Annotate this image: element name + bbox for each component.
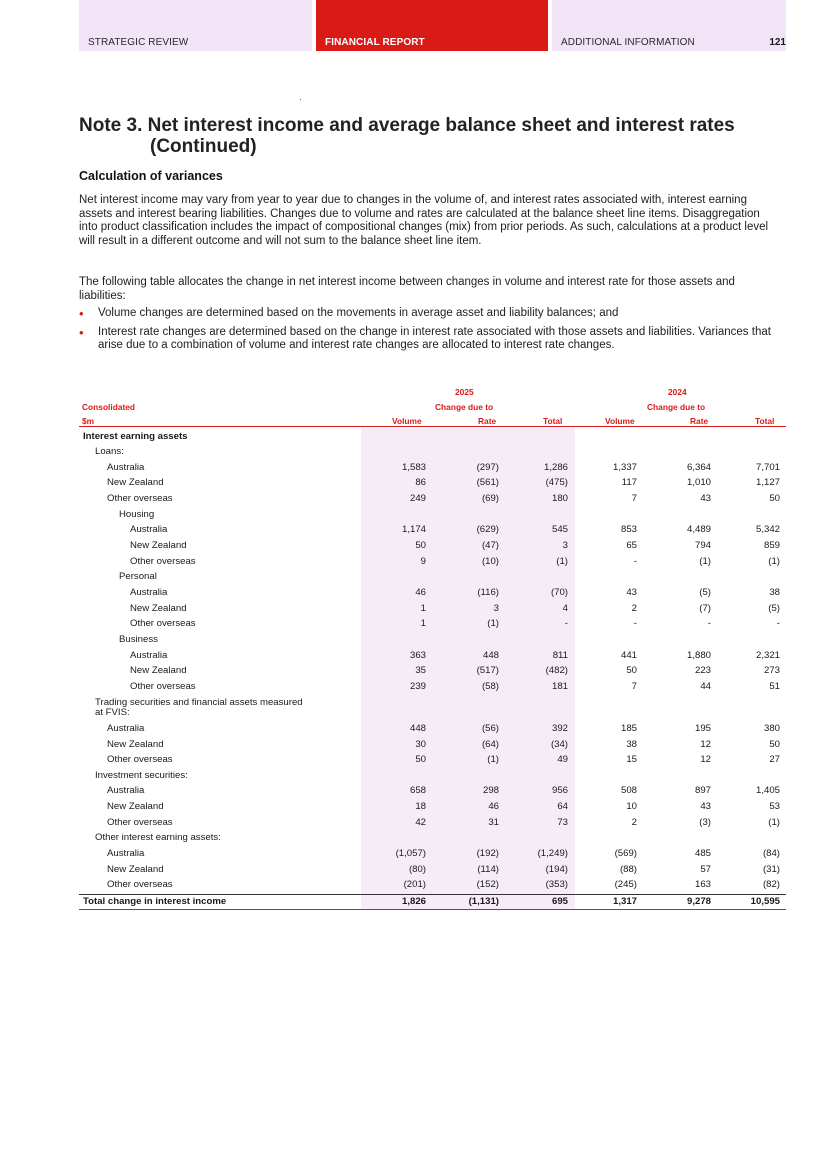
row-label: New Zealand	[107, 738, 164, 750]
cell-value: 46	[415, 587, 426, 598]
row-label: Housing	[119, 508, 155, 520]
cell-value: 298	[482, 785, 499, 797]
row-label: Australia	[130, 649, 168, 661]
cell-value: 7	[631, 493, 637, 505]
section-heading: Calculation of variances	[79, 169, 223, 183]
cell-value: 49	[557, 754, 568, 766]
cell-value: (1)	[487, 618, 499, 630]
cell-value: 30	[415, 738, 426, 750]
cell-value: (34)	[550, 738, 568, 750]
row-label: Other overseas	[130, 618, 196, 630]
cell-value: 65	[626, 540, 637, 552]
row-label: New Zealand	[130, 540, 187, 552]
cell-value: 1,405	[755, 785, 780, 797]
row-label: Other interest earning assets:	[95, 832, 221, 844]
cell-value: 1,826	[401, 896, 426, 907]
cell-value: 43	[700, 801, 711, 813]
cell-value: 50	[415, 540, 426, 552]
cell-value: (82)	[762, 879, 780, 891]
cell-value: 35	[415, 665, 426, 677]
cell-value: (482)	[545, 665, 568, 677]
cell-value: 43	[626, 587, 637, 598]
cell-value: (1,057)	[395, 848, 426, 860]
cell-value: 31	[488, 816, 499, 828]
row-label: Australia	[107, 848, 145, 860]
cell-value: 185	[620, 722, 637, 734]
row-label: New Zealand	[107, 863, 164, 875]
cell-value: 392	[551, 722, 568, 734]
table-row	[79, 569, 786, 585]
col-volume-2024: Volume	[605, 416, 635, 426]
cell-value: 2,321	[755, 649, 780, 661]
cell-value: 57	[700, 863, 711, 875]
cell-value: (1)	[768, 816, 780, 828]
row-label: Australia	[130, 587, 168, 598]
cell-value: (64)	[481, 738, 499, 750]
row-label: Business	[119, 633, 158, 645]
cell-value: 86	[415, 477, 426, 489]
cell-value: (7)	[699, 602, 711, 614]
cell-value: (47)	[481, 540, 499, 552]
cell-value: (114)	[477, 863, 499, 875]
table-row	[79, 522, 786, 538]
cell-value: (245)	[614, 879, 637, 891]
table-row	[79, 444, 786, 460]
cell-value: (116)	[477, 587, 499, 598]
cell-value: 50	[769, 493, 780, 505]
cell-value: (70)	[550, 587, 568, 598]
cell-value: -	[633, 618, 637, 630]
cell-value: 273	[763, 665, 780, 677]
total-top-rule	[79, 894, 786, 895]
cell-value: (80)	[408, 863, 426, 875]
row-label: New Zealand	[107, 477, 164, 489]
row-label: Australia	[107, 461, 145, 473]
cell-value: 9	[420, 555, 426, 567]
cell-value: (56)	[481, 722, 499, 734]
cell-value: 38	[769, 587, 780, 598]
table-row	[79, 585, 786, 601]
row-label: Other overseas	[107, 493, 173, 505]
cell-value: 42	[415, 816, 426, 828]
row-label: at FVIS:	[95, 707, 130, 719]
table-total-row	[79, 894, 786, 910]
col-volume-2025: Volume	[392, 416, 422, 426]
cell-value: 18	[415, 801, 426, 813]
table-row	[79, 679, 786, 695]
cell-value: 658	[409, 785, 426, 797]
cell-value: 508	[620, 785, 637, 797]
cell-value: 50	[415, 754, 426, 766]
cell-value: 73	[557, 816, 568, 828]
cell-value: (629)	[476, 524, 499, 536]
cell-value: (517)	[476, 665, 499, 677]
cell-value: (152)	[476, 879, 499, 891]
year-2024-header: 2024	[668, 387, 687, 397]
cell-value: (5)	[768, 602, 780, 614]
table-row	[79, 616, 786, 632]
cell-value: 223	[694, 665, 711, 677]
row-label: Investment securities:	[95, 769, 188, 781]
cell-value: 956	[551, 785, 568, 797]
cell-value: 1	[420, 618, 426, 630]
table-row	[79, 491, 786, 507]
row-label: Australia	[107, 722, 145, 734]
cell-value: (475)	[545, 477, 568, 489]
table-row	[79, 507, 786, 523]
cell-value: 3	[562, 540, 568, 552]
cell-value: (5)	[699, 587, 711, 598]
cell-value: 897	[694, 785, 711, 797]
unit-header: $m	[82, 416, 95, 426]
row-label: New Zealand	[107, 801, 164, 813]
table-row	[79, 815, 786, 831]
row-label: Personal	[119, 571, 157, 583]
cell-value: (353)	[545, 879, 568, 891]
cell-value: 1,880	[686, 649, 711, 661]
table-row	[79, 721, 786, 737]
cell-value: 43	[700, 493, 711, 505]
cell-value: 15	[626, 754, 637, 766]
cell-value: 1,010	[686, 477, 711, 489]
col-total-2024: Total	[755, 416, 775, 426]
table-row	[79, 554, 786, 570]
cell-value: (10)	[481, 555, 499, 567]
row-label: Interest earning assets	[83, 430, 188, 442]
cell-value: 1,337	[612, 461, 637, 473]
cell-value: 5,342	[755, 524, 780, 536]
cell-value: 3	[493, 602, 499, 614]
cell-value: 46	[488, 801, 499, 813]
cell-value: 1,286	[543, 461, 568, 473]
cell-value: 4	[562, 602, 568, 614]
cell-value: 448	[409, 722, 426, 734]
change-due-to-2024: Change due to	[647, 402, 706, 412]
cell-value: 163	[694, 879, 711, 891]
total-bottom-rule	[79, 909, 786, 910]
cell-value: (1)	[699, 555, 711, 567]
cell-value: 1,127	[755, 477, 780, 489]
table-row	[79, 846, 786, 862]
table-row	[79, 830, 786, 846]
cell-value: 380	[763, 722, 780, 734]
cell-value: 181	[551, 680, 568, 692]
title-line-2: (Continued)	[150, 136, 257, 157]
tab-additional-information[interactable]: ADDITIONAL INFORMATION	[552, 0, 786, 51]
cell-value: 1,317	[612, 896, 637, 907]
row-label: Other overseas	[107, 879, 173, 891]
stray-dot	[300, 99, 301, 100]
year-2025-header: 2025	[455, 387, 474, 397]
change-due-to-2025: Change due to	[435, 402, 494, 412]
cell-value: 4,489	[686, 524, 711, 536]
cell-value: 12	[700, 738, 711, 750]
table-row	[79, 752, 786, 768]
table-row	[79, 737, 786, 753]
table-row	[79, 460, 786, 476]
cell-value: 51	[769, 680, 780, 692]
paragraph-2: The following table allocates the change in net interest income between changes in volume and interest rate for those assets and liabilities:	[79, 276, 735, 302]
cell-value: (1)	[768, 555, 780, 567]
bullet-item: • Interest rate changes are determined based on the change in interest rate associated with those assets and liabilities. Variances that arise due to a combination of volume and interest rate changes are allocated to interest rate changes.	[79, 326, 779, 353]
bullet-item: • Volume changes are determined based on the movements in average asset and liability balances; and	[79, 307, 779, 321]
cell-value: (1,249)	[537, 848, 568, 860]
table-row	[79, 768, 786, 784]
row-label: New Zealand	[130, 665, 187, 677]
consolidated-header: Consolidated	[82, 402, 136, 412]
cell-value: 44	[700, 680, 711, 692]
cell-value: (84)	[762, 848, 780, 860]
cell-value: (201)	[403, 879, 426, 891]
row-label: Other overseas	[130, 680, 196, 692]
cell-value: (3)	[699, 816, 711, 828]
cell-value: 9,278	[686, 896, 711, 907]
row-label: Other overseas	[107, 816, 173, 828]
row-label: Australia	[130, 524, 168, 536]
cell-value: 2	[631, 602, 637, 614]
cell-value: (69)	[481, 493, 499, 505]
row-label: Trading securities and financial assets measured	[95, 696, 303, 708]
cell-value: 811	[552, 649, 568, 661]
cell-value: 7	[631, 680, 637, 692]
page-title	[79, 115, 786, 157]
bullet-list	[79, 307, 779, 358]
row-label: Other overseas	[107, 754, 173, 766]
cell-value: (297)	[476, 461, 499, 473]
row-label: Total change in interest income	[83, 896, 227, 907]
cell-value: 1,583	[401, 461, 426, 473]
cell-value: 794	[694, 540, 711, 552]
table-row	[79, 705, 786, 721]
page-header	[79, 0, 786, 51]
table-row	[79, 601, 786, 617]
cell-value: 363	[409, 649, 426, 661]
cell-value: (58)	[481, 680, 499, 692]
cell-value: 448	[482, 649, 499, 661]
page-number: 121	[769, 37, 786, 48]
paragraph-1: Net interest income may vary from year to year due to changes in the volume of, and interest rates associated with, interest earning assets and interest bearing liabilities. Changes due to volume and rates are calculated at the balance sheet line items. Disaggregation into product classification includes the impact of compositional changes (mix) from prior periods. As such, calculations at a product level will result in a different outcome and will not sum to the balance sheet line item.	[79, 194, 769, 247]
table-row	[79, 783, 786, 799]
cell-value: 10,595	[750, 896, 780, 907]
row-label: New Zealand	[130, 602, 187, 614]
cell-value: 27	[769, 754, 780, 766]
table-row	[79, 648, 786, 664]
cell-value: 239	[409, 680, 426, 692]
col-total-2025: Total	[543, 416, 563, 426]
table-row	[79, 862, 786, 878]
table-row	[79, 877, 786, 893]
header-rule	[79, 426, 786, 427]
cell-value: 853	[620, 524, 637, 536]
cell-value: -	[633, 555, 637, 567]
cell-value: (194)	[545, 863, 568, 875]
cell-value: 695	[551, 896, 568, 907]
cell-value: 485	[694, 848, 711, 860]
cell-value: (192)	[476, 848, 499, 860]
cell-value: 545	[551, 524, 568, 536]
cell-value: (569)	[614, 848, 637, 860]
cell-value: 441	[620, 649, 637, 661]
table-row	[79, 663, 786, 679]
cell-value: (31)	[762, 863, 780, 875]
cell-value: 12	[700, 754, 711, 766]
cell-value: -	[707, 618, 711, 630]
cell-value: 859	[763, 540, 780, 552]
tab-financial-report[interactable]: FINANCIAL REPORT	[316, 0, 548, 51]
cell-value: 1,174	[401, 524, 426, 536]
table-row	[79, 429, 786, 445]
title-line-1: Note 3. Net interest income and average balance sheet and interest rates	[79, 115, 735, 136]
cell-value: 10	[626, 801, 637, 813]
cell-value: 180	[551, 493, 568, 505]
cell-value: 6,364	[686, 461, 711, 473]
cell-value: 7,701	[755, 461, 780, 473]
row-label: Loans:	[95, 446, 124, 458]
table-row	[79, 475, 786, 491]
cell-value: (88)	[619, 863, 637, 875]
cell-value: 249	[409, 493, 426, 505]
cell-value: -	[776, 618, 780, 630]
table-row	[79, 799, 786, 815]
cell-value: 117	[621, 477, 637, 489]
tab-strategic-review[interactable]: STRATEGIC REVIEW	[79, 0, 312, 51]
cell-value: 195	[694, 722, 711, 734]
cell-value: 64	[557, 801, 568, 813]
cell-value: 38	[626, 738, 637, 750]
cell-value: (1)	[556, 555, 568, 567]
row-label: Other overseas	[130, 555, 196, 567]
cell-value: 1	[420, 602, 426, 614]
row-label: Australia	[107, 785, 145, 797]
cell-value: -	[564, 618, 568, 630]
col-rate-2024: Rate	[690, 416, 709, 426]
cell-value: (561)	[476, 477, 499, 489]
cell-value: 2	[631, 816, 637, 828]
col-rate-2025: Rate	[478, 416, 497, 426]
cell-value: (1,131)	[468, 896, 499, 907]
cell-value: 50	[626, 665, 637, 677]
cell-value: (1)	[487, 754, 499, 766]
table-row	[79, 538, 786, 554]
cell-value: 53	[769, 801, 780, 813]
table-row	[79, 632, 786, 648]
cell-value: 50	[769, 738, 780, 750]
